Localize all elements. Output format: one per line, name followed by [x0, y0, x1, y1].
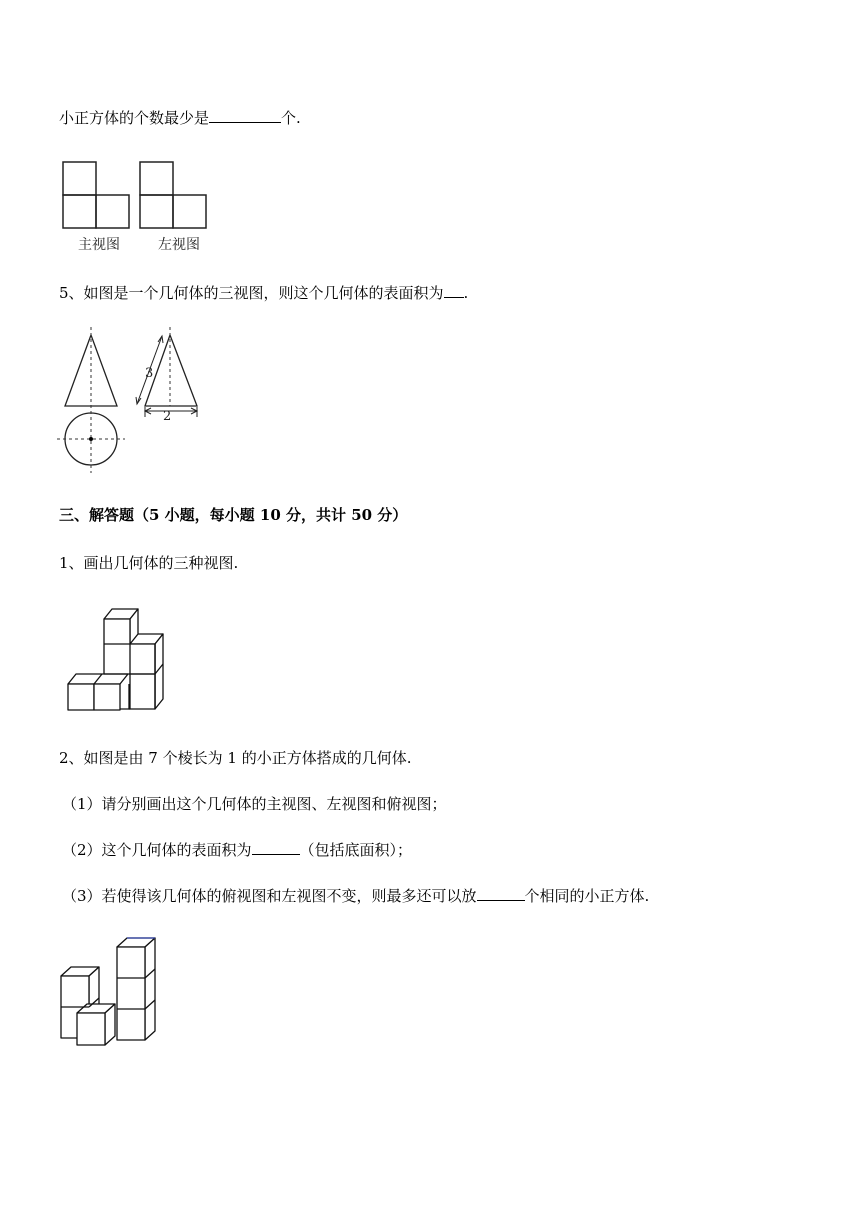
- problem-2-text: 2、如图是由 7 个棱长为 1 的小正方体搭成的几何体.: [59, 749, 412, 767]
- left-view-label: 左视图: [158, 237, 200, 253]
- cube-front: [117, 947, 145, 1040]
- left-view-square: [140, 195, 173, 228]
- front-view-square: [63, 195, 96, 228]
- q4-answer-blank[interactable]: [209, 108, 281, 123]
- base-label: 2: [163, 409, 172, 424]
- q5-line: [59, 283, 468, 303]
- q4-views-figure: [55, 158, 215, 258]
- q5-text: 5、如图是一个几何体的三视图，则这个几何体的表面积为: [59, 284, 444, 302]
- q5-cone-views-figure: [55, 325, 215, 475]
- part-3-answer-blank[interactable]: [477, 886, 525, 901]
- problem-2-cubes-figure: [55, 933, 175, 1058]
- problem-1-text: 1、画出几何体的三种视图.: [59, 554, 239, 572]
- cube-front: [94, 684, 120, 710]
- problem-1-cubes-figure: [62, 600, 182, 720]
- q4-text-end: 个.: [281, 109, 301, 127]
- cube-front: [68, 684, 94, 710]
- slant-label: 3: [145, 366, 154, 381]
- left-view-square: [140, 162, 173, 195]
- front-view-square: [63, 162, 96, 195]
- section-heading: 三、解答题（5 小题，每小题 10 分，共计 50 分）: [59, 506, 408, 524]
- center-point: [89, 437, 93, 441]
- cube-front: [129, 644, 155, 709]
- problem-2-part-1: （1）请分别画出这个几何体的主视图、左视图和俯视图；: [62, 795, 447, 813]
- q4-text: 小正方体的个数最少是: [59, 109, 210, 127]
- cube-side: [145, 938, 155, 1040]
- cube-front: [77, 1013, 105, 1045]
- front-view-label: 主视图: [78, 237, 120, 253]
- q5-text-end: .: [463, 284, 469, 302]
- q5-answer-blank[interactable]: [444, 283, 464, 298]
- part-2-text: （2）这个几何体的表面积为: [62, 841, 252, 859]
- problem-2-part-2: [62, 840, 412, 860]
- part-2-text-end: （包括底面积）；: [299, 841, 413, 859]
- front-view-square: [96, 195, 129, 228]
- q4-fill-line: [59, 108, 301, 128]
- part-3-text: （3）若使得该几何体的俯视图和左视图不变，则最多还可以放: [62, 887, 477, 905]
- part-3-text-end: 个相同的小正方体.: [524, 887, 650, 905]
- part-2-answer-blank[interactable]: [252, 840, 300, 855]
- problem-2-part-3: [62, 886, 649, 906]
- left-view-square: [173, 195, 206, 228]
